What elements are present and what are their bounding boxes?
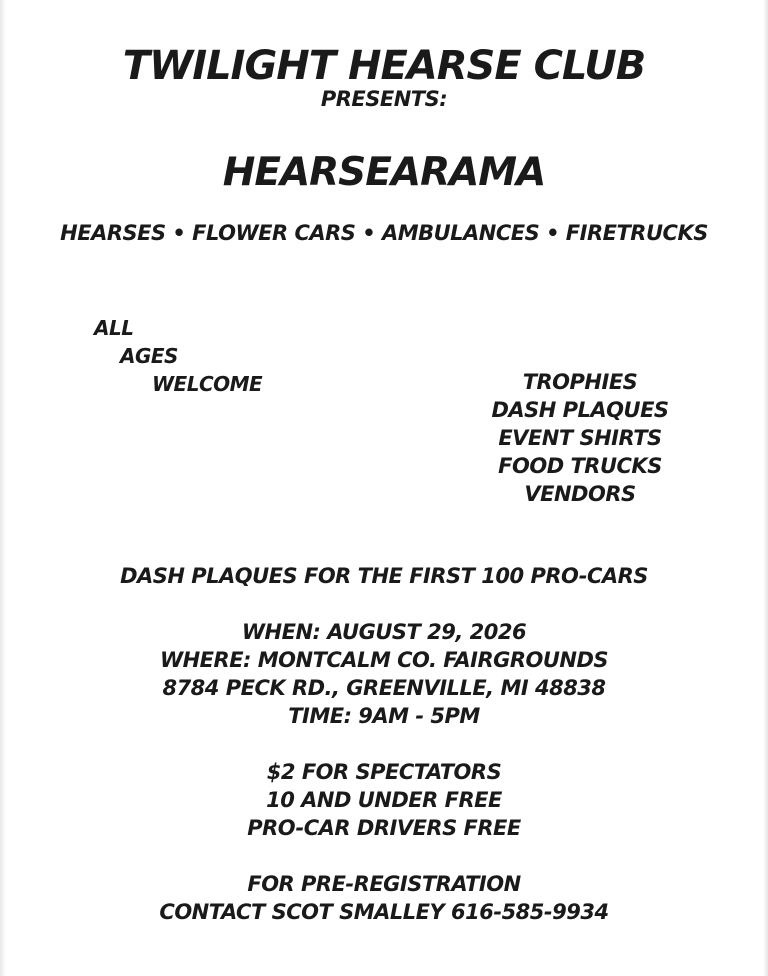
contact-info xyxy=(0,870,768,926)
amenity-food-trucks: FOOD TRUCKS xyxy=(498,454,662,478)
amenity-trophies: TROPHIES xyxy=(522,370,638,394)
amenity-vendors: VENDORS xyxy=(524,482,636,506)
event-where: WHERE: MONTCALM CO. FAIRGROUNDS xyxy=(159,648,609,672)
ages-word-ages: AGES xyxy=(120,344,178,368)
dash-plaques-notice xyxy=(0,562,768,590)
ages-word-welcome: WELCOME xyxy=(152,372,263,396)
contact-line-2: CONTACT SCOT SMALLEY 616-585-9934 xyxy=(159,900,609,924)
dash-notice-text: DASH PLAQUES FOR THE FIRST 100 PRO-CARS xyxy=(120,564,648,588)
pricing-info xyxy=(0,758,768,842)
amenity-dash-plaques: DASH PLAQUES xyxy=(491,398,669,422)
price-drivers: PRO-CAR DRIVERS FREE xyxy=(247,816,521,840)
event-name: HEARSEARAMA xyxy=(222,150,546,195)
event-address: 8784 PECK RD., GREENVILLE, MI 48838 xyxy=(162,676,606,700)
amenity-event-shirts: EVENT SHIRTS xyxy=(498,426,662,450)
presents-label: PRESENTS: xyxy=(320,87,448,111)
vehicle-types: HEARSES • FLOWER CARS • AMBULANCES • FIRETRUCKS xyxy=(60,221,708,245)
event-time: TIME: 9AM - 5PM xyxy=(288,704,480,728)
amenities-list xyxy=(470,368,690,508)
ages-word-all: ALL xyxy=(94,316,134,340)
contact-line-1: FOR PRE-REGISTRATION xyxy=(247,872,521,896)
event-details xyxy=(0,618,768,730)
price-kids: 10 AND UNDER FREE xyxy=(266,788,502,812)
event-when: WHEN: AUGUST 29, 2026 xyxy=(241,620,527,644)
club-title: TWILIGHT HEARSE CLUB xyxy=(122,43,646,89)
price-spectators: $2 FOR SPECTATORS xyxy=(266,760,502,784)
